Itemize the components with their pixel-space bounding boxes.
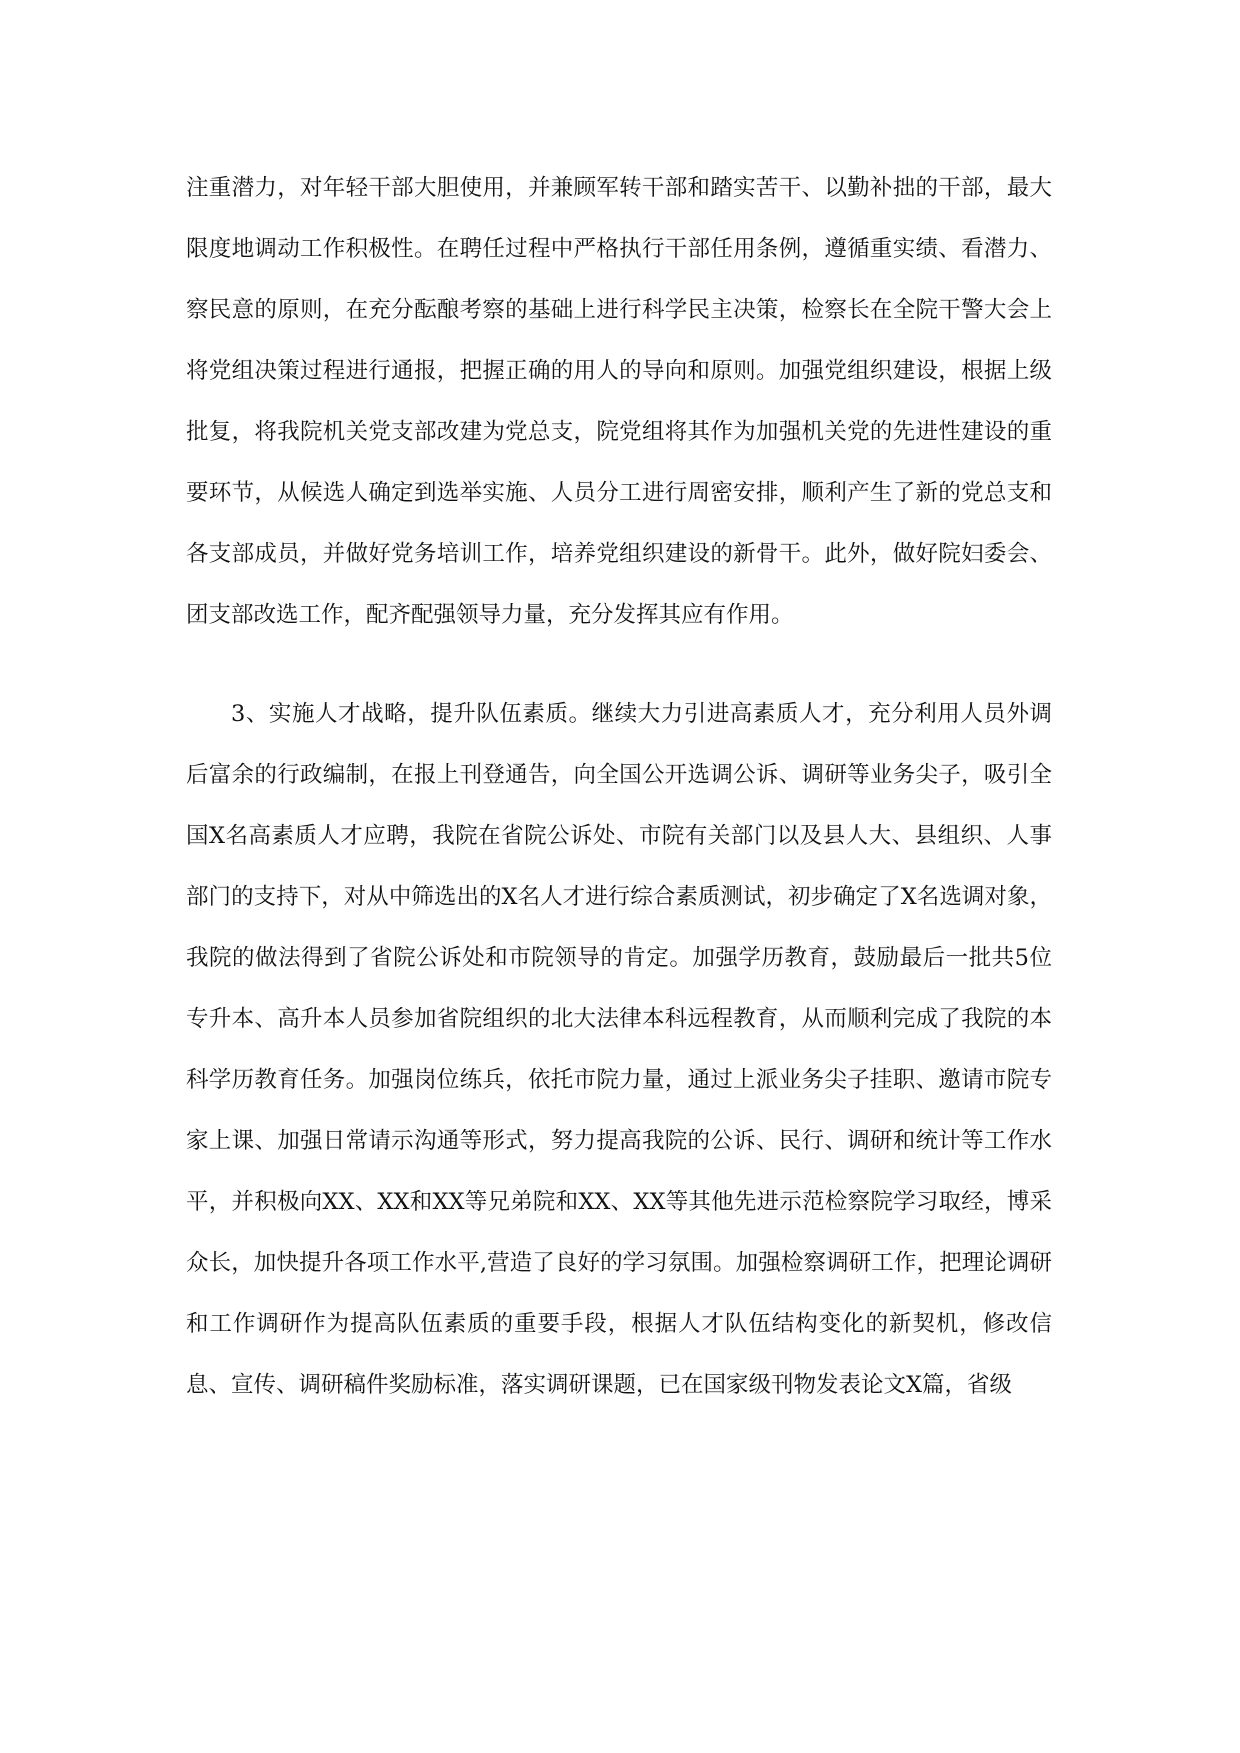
paragraph-cadre-appointment: 注重潜力，对年轻干部大胆使用，并兼顾军转干部和踏实苦干、以勤补拙的干部，最大限度地调动工作积极性。在聘任过程中严格执行干部任用条例，遵循重实绩、看潜力、察民意的原则，在充分酝酿考察的基础上进行科学民主决策，检察长在全院干警大会上将党组决策过程进行通报，把握正确的用人的导向和原则。加强党组织建设，根据上级批复，将我院机关党支部改建为党总支，院党组将其作为加强机关党的先进性建设的重要环节，从候选人确定到选举实施、人员分工进行周密安排，顺利产生了新的党总支和各支部成员，并做好党务培训工作，培养党组织建设的新骨干。此外，做好院妇委会、团支部改选工作，配齐配强领导力量，充分发挥其应有作用。: [186, 175, 1052, 628]
paragraph-talent-strategy: 3、实施人才战略，提升队伍素质。继续大力引进高素质人才，充分利用人员外调后富余的行政编制，在报上刊登通告，向全国公开选调公诉、调研等业务尖子，吸引全国X名高素质人才应聘，我院在省院公诉处、市院有关部门以及县人大、县组织、人事部门的支持下，对从中筛选出的X名人才进行综合素质测试，初步确定了X名选调对象，我院的做法得到了省院公诉处和市院领导的肯定。加强学历教育，鼓励最后一批共5位专升本、高升本人员参加省院组织的北大法律本科远程教育，从而顺利完成了我院的本科学历教育任务。加强岗位练兵，依托市院力量，通过上派业务尖子挂职、邀请市院专家上课、加强日常请示沟通等形式，努力提高我院的公诉、民行、调研和统计等工作水平，并积极向XX、XX和XX等兄弟院和XX、XX等其他先进示范检察院学习取经，博采众长，加快提升各项工作水平,营造了良好的学习氛围。加强检察调研工作，把理论调研和工作调研作为提高队伍素质的重要手段，根据人才队伍结构变化的新契机，修改信息、宣传、调研稿件奖励标准，落实调研课题，已在国家级刊物发表论文X篇，省级: [186, 701, 1052, 1398]
paragraph-spacer: [186, 646, 1052, 684]
document-body: [186, 158, 1052, 1416]
